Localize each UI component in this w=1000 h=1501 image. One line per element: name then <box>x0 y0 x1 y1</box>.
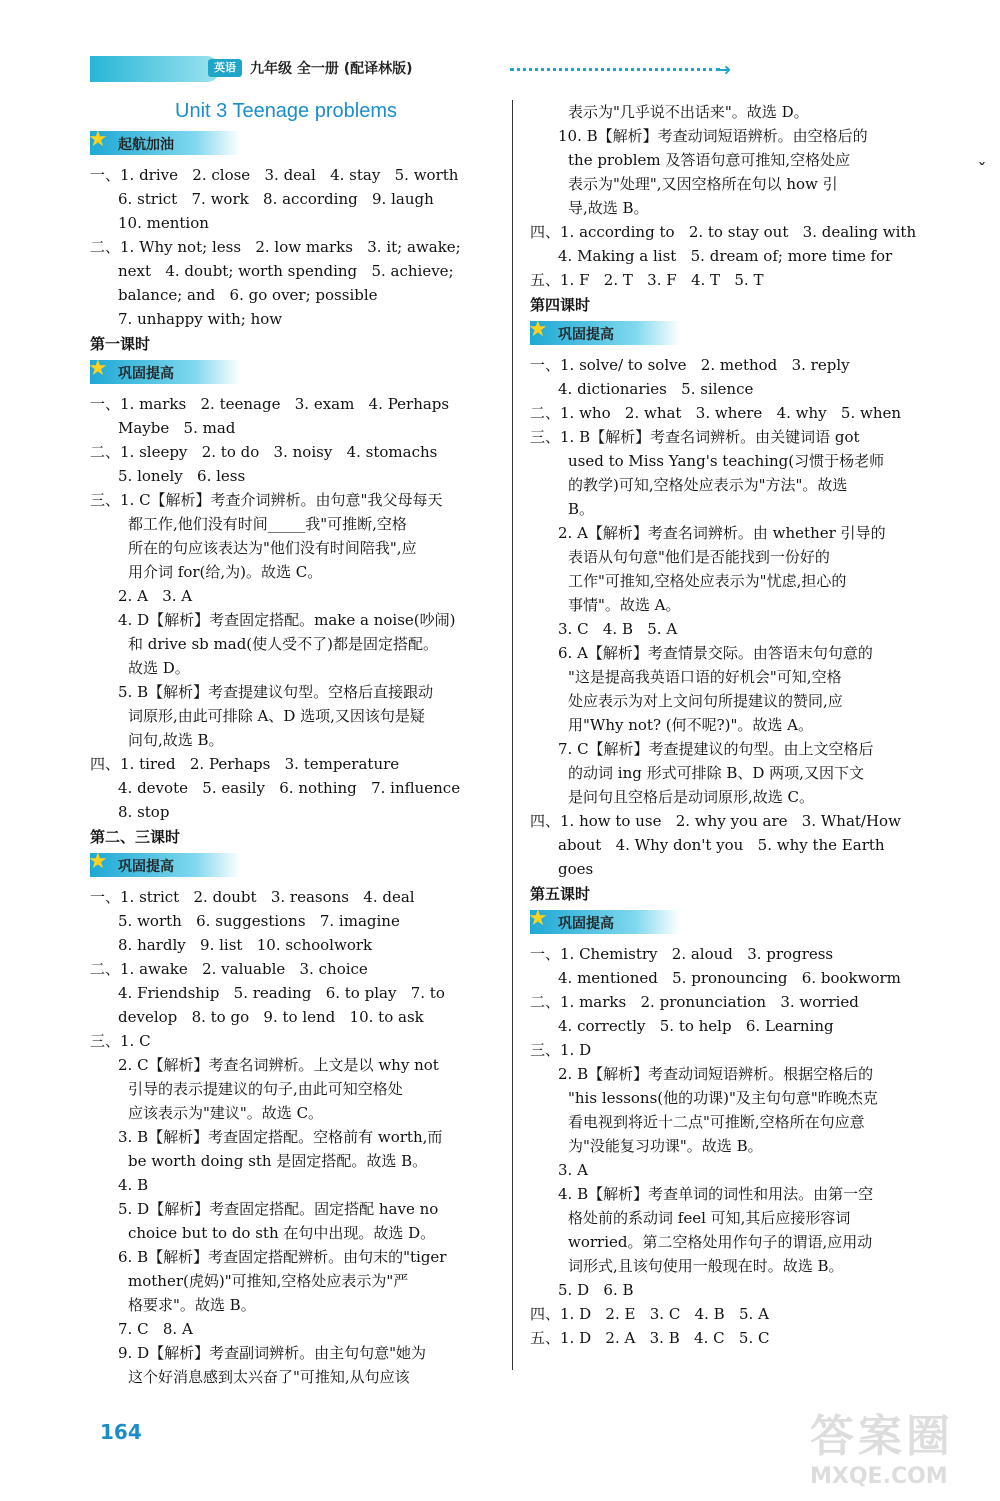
answer-line: 表语从句句意"他们是否能找到一份好的 <box>568 548 830 566</box>
section-banner-gonggu <box>88 356 240 384</box>
answer-line: 5. B【解析】考查提建议句型。空格后直接跟动 <box>118 683 434 701</box>
answer-line: 所在的句应该表达为"他们没有时间陪我",应 <box>128 539 417 557</box>
book-title: 九年级 全一册 (配译林版) <box>250 61 413 77</box>
answer-line: 和 drive sb mad(使人受不了)都是固定搭配。 <box>128 635 438 653</box>
answer-line: 词形式,且该句使用一般现在时。故选 B。 <box>568 1257 844 1275</box>
answer-line: balance; and 6. go over; possible <box>118 286 378 304</box>
answer-line: 四、1. how to use 2. why you are 3. What/How <box>530 812 901 830</box>
lesson-heading: 第二、三课时 <box>90 828 181 846</box>
watermark-url: MXQE.COM <box>810 1464 948 1489</box>
answer-line: 8. hardly 9. list 10. schoolwork <box>118 936 373 954</box>
answer-line: 4. mentioned 5. pronouncing 6. bookworm <box>558 969 901 987</box>
answer-line: 4. B <box>118 1176 149 1194</box>
star-icon: ★ <box>88 356 108 381</box>
answer-line: 三、1. D <box>530 1041 592 1059</box>
section-label: 起航加油 <box>118 137 174 153</box>
answer-line: 2. A【解析】考查名词辨析。由 whether 引导的 <box>558 524 886 542</box>
continued-answers <box>530 100 940 292</box>
star-icon: ★ <box>528 317 548 342</box>
answer-line: next 4. doubt; worth spending 5. achieve; <box>118 262 454 280</box>
answer-line: 10. B【解析】考查动词短语辨析。由空格后的 <box>558 127 868 145</box>
answer-line: about 4. Why don't you 5. why the Earth <box>558 836 885 854</box>
section-banner-qidian <box>88 127 240 155</box>
answer-line: 五、1. F 2. T 3. F 4. T 5. T <box>530 271 764 289</box>
answer-line: 一、1. Chemistry 2. aloud 3. progress <box>530 945 834 963</box>
lesson-heading: 第一课时 <box>90 335 151 353</box>
answer-line: 看电视到将近十二点"可推断,空格所在句应意 <box>568 1113 865 1131</box>
answer-line: 一、1. solve/ to solve 2. method 3. reply <box>530 356 850 374</box>
answer-line: goes <box>558 860 594 878</box>
answer-line: used to Miss Yang's teaching(习惯于杨老师 <box>568 452 885 470</box>
answer-line: 四、1. D 2. E 3. C 4. B 5. A <box>530 1305 769 1323</box>
answer-line: 故选 D。 <box>128 659 190 677</box>
unit-title: Unit 3 Teenage problems <box>175 100 397 122</box>
answer-line: 词原形,由此可排除 A、D 选项,又因该句是疑 <box>128 707 425 725</box>
answer-line: 4. correctly 5. to help 6. Learning <box>558 1017 834 1035</box>
answer-line: 三、1. B【解析】考查名词辨析。由关键词语 got <box>530 428 860 446</box>
header-dotted-line <box>510 68 720 71</box>
answer-line: 事情"。故选 A。 <box>568 596 681 614</box>
header-swoosh <box>90 56 220 82</box>
star-icon: ★ <box>528 906 548 931</box>
lesson-heading: 第五课时 <box>530 885 591 903</box>
answer-line: 都工作,他们没有时间_____我"可推断,空格 <box>128 515 407 533</box>
answer-line: 6. A【解析】考查情景交际。由答语末句句意的 <box>558 644 873 662</box>
answer-line: 5. D【解析】考查固定搭配。固定搭配 have no <box>118 1200 439 1218</box>
answer-line: 6. B【解析】考查固定搭配辨析。由句末的"tiger <box>118 1248 447 1266</box>
answer-line: 为"没能复习功课"。故选 B。 <box>568 1137 763 1155</box>
answer-line: 10. mention <box>118 214 209 232</box>
answer-line: be worth doing sth 是固定搭配。故选 B。 <box>128 1152 428 1170</box>
answer-line: 格处前的系动词 feel 可知,其后应接形容词 <box>568 1209 851 1227</box>
section-banner-gonggu <box>528 906 680 934</box>
star-icon: ★ <box>88 127 108 152</box>
answer-line: 工作"可推知,空格处应表示为"忧虑,担心的 <box>568 572 847 590</box>
answer-line: 二、1. Why not; less 2. low marks 3. it; awake; <box>90 238 461 256</box>
answer-line: "这是提高我英语口语的好机会"可知,空格 <box>568 668 842 686</box>
answer-line: 导,故选 B。 <box>568 199 649 217</box>
answer-line: 4. devote 5. easily 6. nothing 7. influence <box>118 779 461 797</box>
section-label: 巩固提高 <box>118 366 174 382</box>
answer-line: 5. lonely 6. less <box>118 467 246 485</box>
arrow-icon: ➜ <box>718 60 732 79</box>
answer-line: 的教学)可知,空格处应表示为"方法"。故选 <box>568 476 848 494</box>
answer-line: 处应表示为对上文问句所提建议的赞同,应 <box>568 692 843 710</box>
left-column <box>90 100 500 1389</box>
lesson1-answers <box>90 392 500 824</box>
answer-line: 6. strict 7. work 8. according 9. laugh <box>118 190 434 208</box>
answer-line: 7. unhappy with; how <box>118 310 283 328</box>
page-number: 164 <box>100 1420 142 1444</box>
answer-line: 7. C【解析】考查提建议的句型。由上文空格后 <box>558 740 874 758</box>
answer-line: choice but to do sth 在句中出现。故选 D。 <box>128 1224 436 1242</box>
lesson23-answers <box>90 885 500 1389</box>
subject-badge: 英语 <box>208 59 242 77</box>
answer-line: develop 8. to go 9. to lend 10. to ask <box>118 1008 424 1026</box>
lesson5-answers <box>530 942 940 1350</box>
watermark-logo <box>810 1400 980 1490</box>
answer-line: 应该表示为"建议"。故选 C。 <box>128 1104 324 1122</box>
lesson4-answers <box>530 353 940 881</box>
answer-line: the problem 及答语句意可推知,空格处应 <box>568 151 851 169</box>
answer-line: mother(虎妈)"可推知,空格处应表示为"严 <box>128 1272 409 1290</box>
answer-line: 是问句且空格后是动词原形,故选 C。 <box>568 788 815 806</box>
answer-line: 7. C 8. A <box>118 1320 193 1338</box>
answer-line: 一、1. marks 2. teenage 3. exam 4. Perhaps <box>90 395 450 413</box>
answer-line: 3. C 4. B 5. A <box>558 620 678 638</box>
answer-line: "his lessons(他的功课)"及主句句意"昨晚杰克 <box>568 1089 878 1107</box>
section-banner-gonggu <box>88 849 240 877</box>
answer-line: 表示为"几乎说不出话来"。故选 D。 <box>568 103 809 121</box>
answer-line: 二、1. sleepy 2. to do 3. noisy 4. stomachs <box>90 443 438 461</box>
answer-line: 4. D【解析】考查固定搭配。make a noise(吵闹) <box>118 611 456 629</box>
answer-line: Maybe 5. mad <box>118 419 236 437</box>
section-label: 巩固提高 <box>118 859 174 875</box>
answer-line: 二、1. who 2. what 3. where 4. why 5. when <box>530 404 902 422</box>
answer-line: 9. D【解析】考查副词辨析。由主句句意"她为 <box>118 1344 427 1362</box>
answer-line: 四、1. tired 2. Perhaps 3. temperature <box>90 755 400 773</box>
answer-line: 用"Why not? (何不呢?)"。故选 A。 <box>568 716 813 734</box>
section-label: 巩固提高 <box>558 916 614 932</box>
answer-line: 一、1. strict 2. doubt 3. reasons 4. deal <box>90 888 415 906</box>
answer-line: 8. stop <box>118 803 170 821</box>
answer-line: 一、1. drive 2. close 3. deal 4. stay 5. worth <box>90 166 459 184</box>
answer-line: 四、1. according to 2. to stay out 3. dealing with <box>530 223 917 241</box>
answer-line: 的动词 ing 形式可排除 B、D 两项,又因下文 <box>568 764 864 782</box>
answer-line: 3. A <box>558 1161 588 1179</box>
answer-line: 三、1. C <box>90 1032 151 1050</box>
answer-line: 格要求"。故选 B。 <box>128 1296 256 1314</box>
answer-line: 2. C【解析】考查名词辨析。上文是以 why not <box>118 1056 439 1074</box>
column-divider <box>512 100 513 1370</box>
answer-line: 3. B【解析】考查固定搭配。空格前有 worth,而 <box>118 1128 443 1146</box>
answer-line: 三、1. C【解析】考查介词辨析。由句意"我父母每天 <box>90 491 443 509</box>
margin-mark: ˇ <box>978 160 986 179</box>
answer-line: 4. Making a list 5. dream of; more time for <box>558 247 893 265</box>
answer-line: 用介词 for(给,为)。故选 C。 <box>128 563 323 581</box>
qidian-answers <box>90 163 500 331</box>
answer-line: 4. B【解析】考查单词的词性和用法。由第一空 <box>558 1185 874 1203</box>
answer-line: 5. D 6. B <box>558 1281 634 1299</box>
answer-line: 二、1. marks 2. pronunciation 3. worried <box>530 993 859 1011</box>
section-label: 巩固提高 <box>558 327 614 343</box>
page-header <box>90 50 732 90</box>
lesson-heading: 第四课时 <box>530 296 591 314</box>
section-banner-gonggu <box>528 317 680 345</box>
watermark-text: 答案圈 <box>810 1411 954 1462</box>
star-icon: ★ <box>88 849 108 874</box>
answer-line: 表示为"处理",又因空格所在句以 how 引 <box>568 175 838 193</box>
answer-line: 这个好消息感到太兴奋了"可推知,从句应该 <box>128 1368 410 1386</box>
answer-line: 五、1. D 2. A 3. B 4. C 5. C <box>530 1329 770 1347</box>
answer-line: 5. worth 6. suggestions 7. imagine <box>118 912 400 930</box>
answer-line: 问句,故选 B。 <box>128 731 224 749</box>
answer-line: 2. B【解析】考查动词短语辨析。根据空格后的 <box>558 1065 874 1083</box>
answer-line: B。 <box>568 500 595 518</box>
answer-line: 4. dictionaries 5. silence <box>558 380 754 398</box>
answer-line: 引导的表示提建议的句子,由此可知空格处 <box>128 1080 403 1098</box>
right-column <box>530 100 940 1350</box>
answer-line: 2. A 3. A <box>118 587 193 605</box>
answer-line: 4. Friendship 5. reading 6. to play 7. to <box>118 984 445 1002</box>
answer-line: 二、1. awake 2. valuable 3. choice <box>90 960 368 978</box>
answer-line: worried。第二空格处用作句子的谓语,应用动 <box>568 1233 873 1251</box>
